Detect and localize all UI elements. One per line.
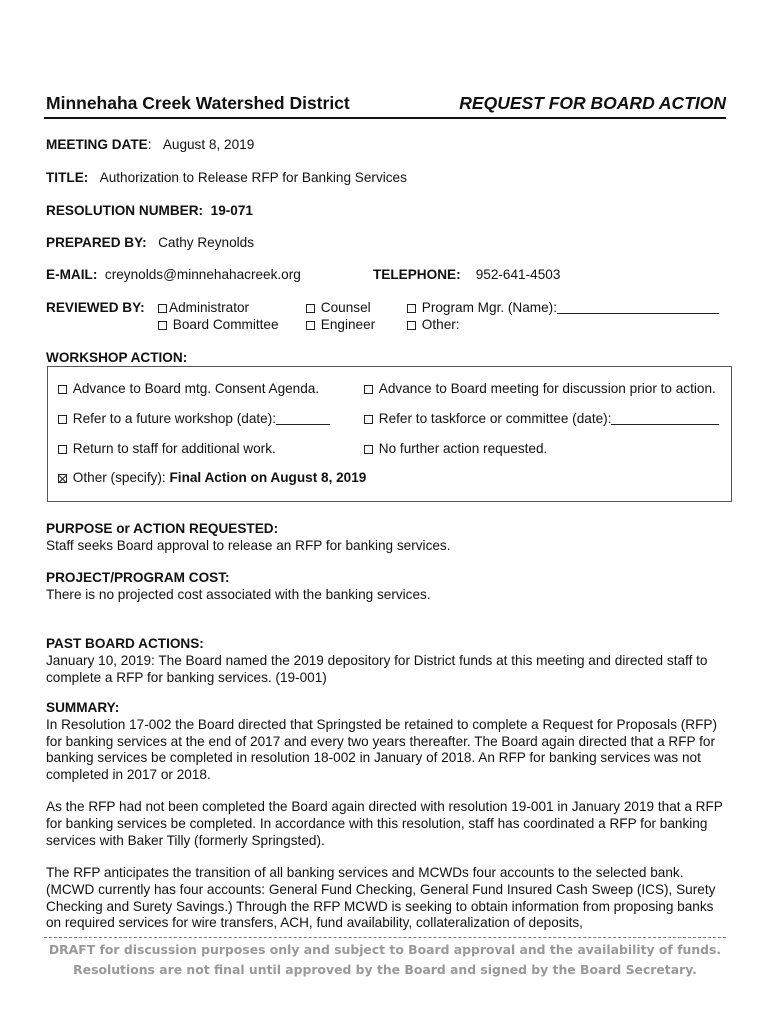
checkbox-icon[interactable] [306, 321, 315, 330]
checkbox-icon[interactable] [58, 385, 67, 394]
prepared-by-value: Cathy Reynolds [158, 235, 255, 250]
summary-section [46, 700, 730, 784]
district-name: Minnehaha Creek Watershed District [46, 93, 350, 113]
review-option-board-committee[interactable]: Board Committee [158, 317, 279, 332]
checkbox-icon[interactable] [407, 321, 416, 330]
title-label: TITLE: [46, 170, 89, 185]
prepared-by-row [46, 235, 254, 250]
review-option-administrator[interactable]: Administrator [158, 300, 249, 315]
checkbox-icon[interactable] [364, 385, 373, 394]
checkbox-icon[interactable] [306, 304, 315, 313]
checkbox-icon[interactable] [364, 445, 373, 454]
future-workshop-date-blank[interactable] [276, 412, 330, 425]
footer-disclaimer-line-1: DRAFT for discussion purposes only and subject to Board approval and the availability of funds. [48, 942, 722, 957]
workshop-option-future-workshop[interactable]: Refer to a future workshop (date): [58, 411, 330, 426]
document-type-title: REQUEST FOR BOARD ACTION [459, 93, 726, 113]
review-option-engineer[interactable]: Engineer [306, 317, 375, 332]
checkbox-icon[interactable] [407, 304, 416, 313]
telephone-row [373, 267, 560, 282]
workshop-action-label: WORKSHOP ACTION: [46, 350, 188, 365]
header-divider [44, 117, 726, 119]
cost-text: There is no projected cost associated with the banking services. [46, 586, 431, 602]
summary-paragraph-3: The RFP anticipates the transition of all banking services and MCWDs four accounts to the selected bank. (MCWD currently has four accounts: General Fund Checking, General Fund Insured Cash Sweep (ICS), Surety Checking and Surety Savings.) Through the RFP MCWD is seeking to obtain information from proposing banks on required services for wire transfers, ACH, fund availability, collateralization of deposits, [46, 865, 716, 931]
workshop-option-no-further-action[interactable]: No further action requested. [364, 441, 547, 456]
resolution-row [46, 203, 253, 218]
telephone-value: 952-641-4503 [475, 267, 561, 282]
checkbox-icon[interactable] [158, 304, 167, 313]
meeting-date-value: August 8, 2019 [162, 137, 255, 152]
past-actions-heading: PAST BOARD ACTIONS: [46, 636, 204, 651]
review-option-counsel[interactable]: Counsel [306, 300, 371, 315]
prepared-by-label: PREPARED BY: [46, 235, 147, 250]
footer-divider [44, 937, 726, 938]
checked-checkbox-icon[interactable] [58, 474, 67, 483]
checkbox-icon[interactable] [58, 415, 67, 424]
workshop-option-taskforce[interactable]: Refer to taskforce or committee (date): [364, 411, 719, 426]
footer-disclaimer-line-2: Resolutions are not final until approved by the Board and signed by the Board Secretary. [73, 962, 697, 977]
title-row [46, 170, 407, 185]
resolution-label: RESOLUTION NUMBER: [46, 203, 204, 218]
meeting-date-label: MEETING DATE [46, 137, 148, 152]
purpose-heading: PURPOSE or ACTION REQUESTED: [46, 521, 279, 536]
taskforce-date-blank[interactable] [611, 412, 719, 425]
checkbox-icon[interactable] [364, 415, 373, 424]
summary-paragraph-2: As the RFP had not been completed the Board again directed with resolution 19-001 in January 2019 that a RFP for banking services be completed. In accordance with this resolution, staff has coordinated a RFP for banking services with Baker Tilly (formerly Springsted). [46, 799, 723, 848]
review-option-other[interactable]: Other: [407, 317, 460, 332]
title-value: Authorization to Release RFP for Banking Services [99, 170, 407, 185]
past-actions-text: January 10, 2019: The Board named the 2019 depository for District funds at this meeting and directed staff to complete a RFP for banking services. (19-001) [46, 652, 708, 685]
program-mgr-name-blank[interactable] [557, 301, 719, 314]
purpose-section [46, 521, 730, 555]
email-label: E-MAIL: [46, 267, 98, 282]
checkbox-icon[interactable] [158, 321, 167, 330]
workshop-option-return-to-staff[interactable]: Return to staff for additional work. [58, 441, 276, 456]
workshop-option-discussion[interactable]: Advance to Board meeting for discussion prior to action. [364, 381, 716, 396]
workshop-other-value: Final Action on August 8, 2019 [169, 470, 367, 485]
summary-heading: SUMMARY: [46, 700, 120, 715]
cost-heading: PROJECT/PROGRAM COST: [46, 570, 230, 585]
cost-section [46, 570, 730, 604]
telephone-label: TELEPHONE: [373, 267, 461, 282]
reviewed-by-label: REVIEWED BY: [46, 300, 145, 315]
workshop-option-other[interactable]: Other (specify): Final Action on August 8, 2019 [58, 470, 366, 485]
workshop-option-consent-agenda[interactable]: Advance to Board mtg. Consent Agenda. [58, 381, 319, 396]
checkbox-icon[interactable] [58, 445, 67, 454]
resolution-number: 19-071 [210, 203, 253, 218]
meeting-date-row: MEETING DATE: August 8, 2019 [46, 137, 255, 152]
review-option-program-mgr[interactable]: Program Mgr. (Name): [407, 300, 719, 315]
purpose-text: Staff seeks Board approval to release an RFP for banking services. [46, 537, 451, 553]
email-value: creynolds@minnehahacreek.org [104, 267, 301, 282]
past-actions-section [46, 636, 730, 686]
summary-paragraph-1: In Resolution 17-002 the Board directed that Springsted be retained to complete a Request for Proposals (RFP) for banking services at the end of 2017 and every two years thereafter. The Board again directed that a RFP for banking services be completed in resolution 18-002 in January of 2018. An RFP for banking services was not completed in 2017 or 2018. [46, 716, 718, 783]
email-row [46, 267, 301, 282]
